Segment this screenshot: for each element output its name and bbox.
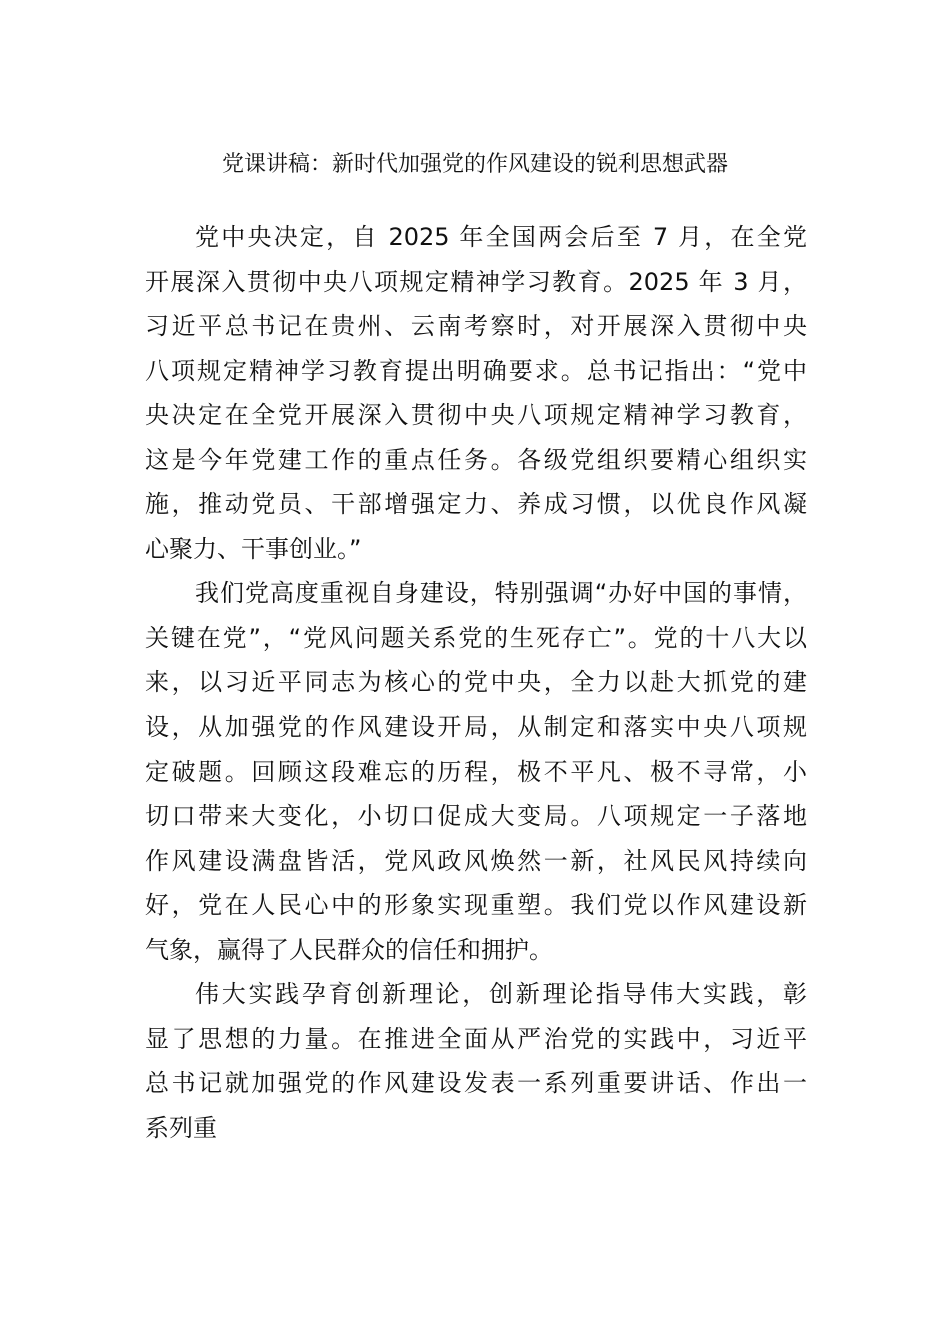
text-line: 八项规定精神学习教育提出明确要求。总书记指出：“党中: [145, 356, 807, 385]
text-line: 切口带来大变化，小切口促成大变局。八项规定一子落地: [145, 802, 807, 831]
text-line: 施，推动党员、干部增强定力、养成习惯，以优良作风凝: [145, 490, 807, 519]
text-line: 总书记就加强党的作风建设发表一系列重要讲话、作出一: [145, 1069, 807, 1098]
text-line: 习近平总书记在贵州、云南考察时，对开展深入贯彻中央: [145, 312, 807, 341]
text-line: 开展深入贯彻中央八项规定精神学习教育。2025 年 3 月，: [145, 267, 807, 296]
text-line: 这是今年党建工作的重点任务。各级党组织要精心组织实: [145, 445, 807, 474]
text-line: 系列重: [145, 1113, 217, 1142]
text-line: 来，以习近平同志为核心的党中央，全力以赴大抓党的建: [145, 668, 807, 697]
text-line: 心聚力、干事创业。”: [145, 534, 362, 563]
text-line: 定破题。回顾这段难忘的历程，极不平凡、极不寻常，小: [145, 757, 807, 786]
document-title: 党课讲稿：新时代加强党的作风建设的锐利思想武器: [221, 152, 728, 177]
text-line: 气象，赢得了人民群众的信任和拥护。: [145, 935, 553, 964]
text-line: 好，党在人民心中的形象实现重塑。我们党以作风建设新: [145, 891, 807, 920]
text-line: 央决定在全党开展深入贯彻中央八项规定精神学习教育，: [145, 401, 807, 430]
text-line: 显了思想的力量。在推进全面从严治党的实践中，习近平: [145, 1024, 807, 1053]
text-line: 党中央决定，自 2025 年全国两会后至 7 月，在全党: [195, 223, 807, 251]
text-line: 伟大实践孕育创新理论，创新理论指导伟大实践，彰: [195, 980, 807, 1009]
text-line: 我们党高度重视自身建设，特别强调“办好中国的事情，: [195, 579, 807, 608]
text-line: 关键在党”，“党风问题关系党的生死存亡”。党的十八大以: [145, 623, 807, 652]
text-line: 设，从加强党的作风建设开局，从制定和落实中央八项规: [145, 713, 807, 742]
document-body: [145, 215, 807, 1150]
text-line: 作风建设满盘皆活，党风政风焕然一新，社风民风持续向: [145, 846, 807, 875]
